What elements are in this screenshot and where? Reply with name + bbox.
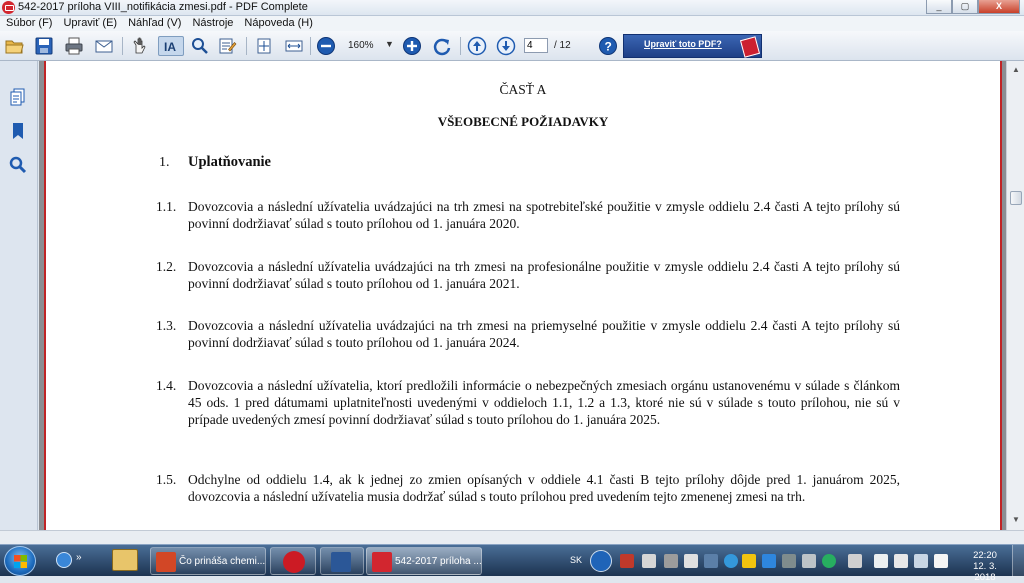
tray-icon[interactable] — [848, 554, 862, 568]
minimize-button[interactable]: _ — [926, 0, 952, 14]
promo-link[interactable]: Upraviť toto PDF? — [644, 39, 722, 49]
fit-page-icon[interactable] — [254, 36, 274, 56]
help-tray-icon[interactable] — [590, 550, 612, 572]
side-panel — [0, 61, 38, 544]
paragraph-text: Dovozcovia a následní užívatelia, ktorí predložili informácie o nebezpečných zmesiach orgánu ustanovenému v súlade s článkom 45 ods. 1 pred dátumami uplatniteľnosti uvedenými v oddieloch 1.1, 1.2 a 1.3, ktoré nie sú v súlade s touto prílohou, nie sú v prípade uvedených zmesí povinní dodržiavať súlad s touto prílohou do 1. januára 2025. — [188, 378, 900, 427]
scroll-down-icon[interactable]: ▼ — [1012, 515, 1020, 524]
zoom-level[interactable]: 160% — [348, 40, 374, 51]
tray-icon[interactable] — [822, 554, 836, 568]
clock-time: 22:20 — [973, 550, 997, 561]
edit-pdf-promo-banner[interactable] — [623, 34, 762, 58]
page-number-input[interactable] — [524, 38, 548, 53]
language-indicator[interactable]: SK — [570, 555, 583, 565]
paragraph-1-5 — [156, 471, 900, 505]
hand-tool-icon[interactable] — [130, 36, 150, 56]
ie-icon[interactable] — [56, 552, 72, 568]
paragraph-1-4 — [156, 377, 900, 428]
svg-text:IA: IA — [164, 40, 176, 54]
pdf-icon — [372, 552, 392, 572]
task-opera[interactable] — [270, 547, 316, 575]
close-button[interactable]: X — [978, 0, 1020, 14]
next-page-icon[interactable] — [496, 36, 516, 56]
document-viewer[interactable] — [39, 61, 1006, 530]
pdf-badge-icon — [740, 36, 760, 58]
menu-view[interactable]: Náhľad (V) — [128, 17, 182, 29]
menu-edit[interactable]: Upraviť (E) — [63, 17, 118, 29]
paragraph-text: Odchylne od oddielu 1.4, ak k jednej zo zmien opísaných v oddiele 4.1 časti B tejto prílohy dôjde pred 1. januárom 2025, dovozcovia a následní užívatelia musia dodržať súlad s touto prílohou pred uvedením tejto zmenenej zmesi na trh. — [188, 472, 900, 504]
pdf-complete-app-icon[interactable] — [2, 1, 15, 14]
pdf-page — [44, 61, 1002, 530]
paragraph-text: Dovozcovia a následní užívatelia uvádzajúci na trh zmesi na priemyselné použitie v zmysle oddielu 2.4 časti A tejto prílohy sú povinní dodržiavať súlad s touto prílohou od 1. januára 2024. — [188, 318, 900, 350]
edit-form-icon[interactable] — [218, 36, 238, 56]
pages-icon[interactable] — [8, 87, 28, 107]
zoom-in-icon[interactable] — [402, 36, 422, 56]
battery-icon[interactable] — [914, 554, 928, 568]
tray-icon[interactable] — [762, 554, 776, 568]
paragraph-number: 1.1. — [156, 199, 177, 214]
bluetooth-icon[interactable] — [724, 554, 738, 568]
svg-text:?: ? — [604, 39, 612, 54]
menu-file[interactable]: Súbor (F) — [6, 17, 53, 29]
task-pdf-complete[interactable] — [366, 547, 482, 575]
paragraph-number: 1.2. — [156, 259, 177, 274]
tray-icon[interactable] — [742, 554, 756, 568]
rotate-icon[interactable] — [432, 36, 452, 56]
antivirus-icon[interactable] — [620, 554, 634, 568]
tray-icon[interactable] — [684, 554, 698, 568]
tray-icon[interactable] — [664, 554, 678, 568]
task-label: Čo prináša chemi... — [179, 556, 266, 567]
tray-icon[interactable] — [704, 554, 718, 568]
window-controls — [926, 0, 1020, 14]
volume-icon[interactable] — [934, 554, 948, 568]
open-folder-icon[interactable] — [4, 36, 24, 56]
tray-icon[interactable] — [642, 554, 656, 568]
text-select-icon[interactable] — [158, 36, 184, 56]
network-icon[interactable] — [894, 554, 908, 568]
print-icon[interactable] — [64, 36, 84, 56]
scroll-thumb[interactable] — [1010, 191, 1022, 205]
vertical-scrollbar[interactable] — [1006, 61, 1024, 530]
tray-icon[interactable] — [802, 554, 816, 568]
page-total: / 12 — [554, 40, 571, 51]
word-icon — [331, 552, 351, 572]
help-icon[interactable] — [598, 36, 618, 56]
paragraph-text: Dovozcovia a následní užívatelia uvádzajúci na trh zmesi na profesionálne použitie v zmysle oddielu 2.4 časti A tejto prílohy sú povinní dodržiavať súlad s touto prílohou od 1. januára 2021. — [188, 259, 900, 291]
menu-bar — [0, 16, 1024, 31]
clock-date: 12. 3. 2018 — [973, 561, 997, 583]
previous-page-icon[interactable] — [467, 36, 487, 56]
file-explorer-icon[interactable] — [112, 549, 138, 571]
search-icon[interactable] — [8, 155, 28, 175]
restore-button[interactable]: ▢ — [952, 0, 978, 14]
email-icon[interactable] — [94, 36, 114, 56]
tray-icon[interactable] — [782, 554, 796, 568]
section-number: 1. — [159, 155, 170, 170]
scroll-up-icon[interactable]: ▲ — [1012, 65, 1020, 74]
clock[interactable] — [962, 550, 1008, 583]
action-center-icon[interactable] — [874, 554, 888, 568]
menu-tools[interactable]: Nástroje — [192, 17, 234, 29]
paragraph-number: 1.4. — [156, 378, 177, 393]
start-button[interactable] — [4, 546, 36, 576]
zoom-dropdown-chevron-icon[interactable]: ▼ — [385, 39, 394, 49]
quick-launch-chevron-icon[interactable]: » — [76, 552, 82, 563]
title-bar — [0, 0, 1024, 16]
task-powerpoint[interactable] — [150, 547, 266, 575]
menu-help[interactable]: Nápoveda (H) — [244, 17, 313, 29]
part-heading: ČASŤ A — [499, 82, 547, 97]
task-label: 542-2017 príloha ... — [395, 556, 482, 567]
taskbar — [0, 544, 1024, 583]
paragraph-number: 1.5. — [156, 472, 177, 487]
paragraph-1-1 — [156, 198, 900, 232]
part-title: VŠEOBECNÉ POŽIADAVKY — [437, 114, 609, 129]
paragraph-1-3 — [156, 317, 900, 351]
toolbar — [0, 31, 1024, 61]
fit-width-icon[interactable] — [284, 36, 304, 56]
paragraph-1-2 — [156, 258, 900, 292]
bookmark-icon[interactable] — [8, 121, 28, 141]
window-title: 542-2017 príloha VIII_notifikácia zmesi.pdf - PDF Complete — [18, 1, 308, 13]
zoom-tool-icon[interactable] — [190, 36, 210, 56]
task-word[interactable] — [320, 547, 364, 575]
paragraph-text: Dovozcovia a následní užívatelia uvádzajúci na trh zmesi na spotrebiteľské použitie v zmysle oddielu 2.4 časti A tejto prílohy sú povinní dodržiavať súlad s touto prílohou od 1. januára 2020. — [188, 199, 900, 231]
save-icon[interactable] — [34, 36, 54, 56]
opera-icon — [283, 551, 305, 573]
section-title: Uplatňovanie — [188, 154, 271, 170]
powerpoint-icon — [156, 552, 176, 572]
zoom-out-icon[interactable] — [316, 36, 336, 56]
show-desktop-button[interactable] — [1012, 545, 1024, 577]
horizontal-scrollbar[interactable] — [0, 530, 1024, 544]
paragraph-number: 1.3. — [156, 318, 177, 333]
